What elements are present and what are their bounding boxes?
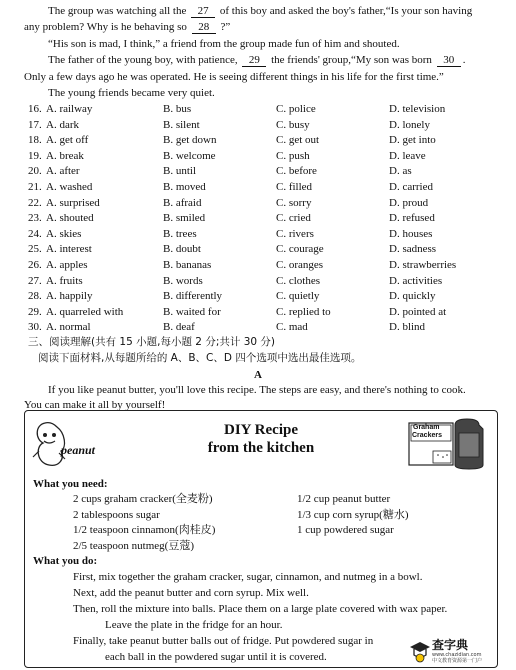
option-b[interactable]: B. waited for — [163, 306, 221, 318]
passage-line-4 — [48, 53, 516, 68]
option-c[interactable]: C. clothes — [276, 275, 320, 287]
option-b[interactable]: B. silent — [163, 119, 200, 131]
option-row-24 — [28, 227, 498, 243]
option-a[interactable]: A. fruits — [46, 275, 83, 287]
option-c[interactable]: C. sorry — [276, 197, 312, 209]
passage-text: any problem? Why is he behaving so — [24, 21, 187, 33]
option-a[interactable]: A. quarreled with — [46, 306, 124, 318]
jar-label-1: Graham — [413, 424, 440, 431]
question-number: 26. — [28, 259, 42, 271]
option-d[interactable]: D. get into — [389, 134, 436, 146]
recipe-card — [24, 410, 498, 668]
option-c[interactable]: C. before — [276, 165, 317, 177]
blank-29: 29 — [242, 54, 266, 67]
option-d[interactable]: D. houses — [389, 228, 433, 240]
option-a[interactable]: A. get off — [46, 134, 89, 146]
option-b[interactable]: B. get down — [163, 134, 217, 146]
option-b[interactable]: B. bus — [163, 103, 192, 115]
option-b[interactable]: B. differently — [163, 290, 223, 302]
blank-28: 28 — [192, 21, 216, 34]
question-number: 27. — [28, 275, 42, 287]
do-heading: What you do: — [33, 555, 98, 567]
option-a[interactable]: A. skies — [46, 228, 82, 240]
option-row-22 — [28, 196, 498, 212]
question-number: 18. — [28, 134, 42, 146]
watermark-logo — [409, 639, 495, 665]
option-row-27 — [28, 274, 498, 290]
ingredient-left: 2/5 teaspoon nutmeg(豆蔻) — [73, 540, 194, 552]
recipe-subtitle: from the kitchen — [207, 440, 315, 456]
option-d[interactable]: D. refused — [389, 212, 435, 224]
option-row-17 — [28, 118, 498, 134]
passage-line-6: The young friends became very quiet. — [48, 87, 215, 99]
option-d[interactable]: D. carried — [389, 181, 433, 193]
option-c[interactable]: C. busy — [276, 119, 310, 131]
passage-line-2 — [24, 20, 504, 35]
step-line: Then, roll the mixture into balls. Place them on a large plate covered with wax paper. — [73, 603, 448, 615]
option-b[interactable]: B. afraid — [163, 197, 202, 209]
ingredient-left: 2 tablespoons sugar — [73, 509, 160, 521]
option-a[interactable]: A. dark — [46, 119, 79, 131]
jar-label-2: Crackers — [412, 432, 442, 439]
passage-text: The father of the young boy, with patience, — [48, 54, 238, 66]
recipe-title: DIY Recipe — [223, 422, 298, 438]
option-row-25 — [28, 242, 498, 258]
option-d[interactable]: D. strawberries — [389, 259, 457, 271]
option-b[interactable]: B. moved — [163, 181, 206, 193]
option-b[interactable]: B. smiled — [163, 212, 206, 224]
passage-text: ?” — [220, 21, 231, 33]
section-instruction: 阅读下面材料,从每题所给的 A、B、C、D 四个选项中选出最佳选项。 — [38, 352, 362, 364]
question-number: 25. — [28, 243, 42, 255]
option-a[interactable]: A. railway — [46, 103, 93, 115]
blank-27: 27 — [191, 5, 215, 18]
question-number: 30. — [28, 321, 42, 333]
question-number: 24. — [28, 228, 42, 240]
option-d[interactable]: D. sadness — [389, 243, 437, 255]
option-a[interactable]: A. break — [46, 150, 84, 162]
option-c[interactable]: C. cried — [276, 212, 311, 224]
option-c[interactable]: C. quietly — [276, 290, 320, 302]
ingredient-right: 1 cup powdered sugar — [297, 524, 394, 536]
option-d[interactable]: D. pointed at — [389, 306, 447, 318]
intro-line-2: You can make it all by yourself! — [24, 399, 166, 411]
option-d[interactable]: D. television — [389, 103, 446, 115]
watermark-name: 查字典 — [432, 638, 469, 652]
blank-30: 30 — [437, 54, 461, 67]
option-a[interactable]: A. interest — [46, 243, 92, 255]
option-row-21 — [28, 180, 498, 196]
option-c[interactable]: C. courage — [276, 243, 324, 255]
option-a[interactable]: A. apples — [46, 259, 88, 271]
option-b[interactable]: B. doubt — [163, 243, 201, 255]
question-number: 17. — [28, 119, 42, 131]
option-b[interactable]: B. trees — [163, 228, 197, 240]
option-d[interactable]: D. as — [389, 165, 412, 177]
peanut-label: peanut — [61, 443, 96, 457]
ingredient-right: 1/2 cup peanut butter — [297, 493, 391, 505]
option-row-20 — [28, 164, 498, 180]
option-row-16 — [28, 102, 498, 118]
ingredient-right: 1/3 cup corn syrup(糖水) — [297, 509, 409, 521]
option-row-23 — [28, 211, 498, 227]
passage-text: the friends' group,“My son was born — [271, 54, 432, 66]
ingredient-left: 1/2 teaspoon cinnamon(肉桂皮) — [73, 524, 216, 536]
option-c[interactable]: C. get out — [276, 134, 320, 146]
option-c[interactable]: C. filled — [276, 181, 313, 193]
option-d[interactable]: D. activities — [389, 275, 443, 287]
intro-line-1: If you like peanut butter, you'll love this recipe. The steps are easy, and there's nothing to cook. — [48, 384, 466, 396]
passage-line-3: “His son is mad, I think,” a friend from the group made fun of him and shouted. — [48, 38, 400, 50]
question-number: 20. — [28, 165, 42, 177]
option-a[interactable]: A. after — [46, 165, 80, 177]
option-row-28 — [28, 289, 498, 305]
option-d[interactable]: D. proud — [389, 197, 429, 209]
option-a[interactable]: A. shouted — [46, 212, 94, 224]
section-heading: 三、阅读理解(共有 15 小题,每小题 2 分;共计 30 分) — [28, 336, 275, 348]
passage-text: of this boy and asked the boy's father,“Is your son having — [219, 5, 473, 17]
option-c[interactable]: C. police — [276, 103, 316, 115]
watermark-url: www.chazidian.com — [432, 652, 482, 658]
passage-text: . — [462, 54, 466, 66]
option-b[interactable]: B. welcome — [163, 150, 216, 162]
option-row-29 — [28, 305, 498, 321]
step-line: each ball in the powdered sugar until it is covered. — [105, 651, 327, 663]
passage-text: The group was watching all the — [48, 5, 187, 17]
question-number: 28. — [28, 290, 42, 302]
option-row-19 — [28, 149, 498, 165]
question-number: 19. — [28, 150, 42, 162]
option-a[interactable]: A. washed — [46, 181, 93, 193]
option-d[interactable]: D. quickly — [389, 290, 436, 302]
step-line: Next, add the peanut butter and corn syrup. Mix well. — [73, 587, 309, 599]
option-row-18 — [28, 133, 498, 149]
option-b[interactable]: B. deaf — [163, 321, 195, 333]
option-b[interactable]: B. bananas — [163, 259, 212, 271]
step-line: Finally, take peanut butter balls out of fridge. Put powdered sugar in — [73, 635, 374, 647]
option-a[interactable]: A. happily — [46, 290, 93, 302]
graduate-cap-icon — [409, 639, 431, 663]
watermark-tagline: 中文教育资源第一门户 — [432, 658, 483, 664]
passage-line-1 — [48, 4, 516, 19]
option-row-30 — [28, 320, 498, 336]
option-a[interactable]: A. surprised — [46, 197, 100, 209]
option-b[interactable]: B. words — [163, 275, 203, 287]
part-label: A — [254, 369, 262, 381]
option-d[interactable]: D. lonely — [389, 119, 430, 131]
option-a[interactable]: A. normal — [46, 321, 91, 333]
question-number: 22. — [28, 197, 42, 209]
option-d[interactable]: D. leave — [389, 150, 426, 162]
option-b[interactable]: B. until — [163, 165, 197, 177]
option-row-26 — [28, 258, 498, 274]
need-heading: What you need: — [33, 478, 108, 490]
question-number: 16. — [28, 103, 42, 115]
option-c[interactable]: C. replied to — [276, 306, 331, 318]
step-line: First, mix together the graham cracker, sugar, cinnamon, and nutmeg in a bowl. — [73, 571, 423, 583]
question-number: 21. — [28, 181, 42, 193]
option-c[interactable]: C. push — [276, 150, 310, 162]
step-line: Leave the plate in the fridge for an hour. — [105, 619, 283, 631]
question-number: 29. — [28, 306, 42, 318]
option-d[interactable]: D. blind — [389, 321, 426, 333]
option-c[interactable]: C. oranges — [276, 259, 324, 271]
option-c[interactable]: C. mad — [276, 321, 308, 333]
question-number: 23. — [28, 212, 42, 224]
option-c[interactable]: C. rivers — [276, 228, 314, 240]
passage-line-5: Only a few days ago he was operated. He is seeing different things in his life for the first time.” — [24, 71, 444, 83]
ingredient-left: 2 cups graham cracker(全麦粉) — [73, 493, 213, 505]
